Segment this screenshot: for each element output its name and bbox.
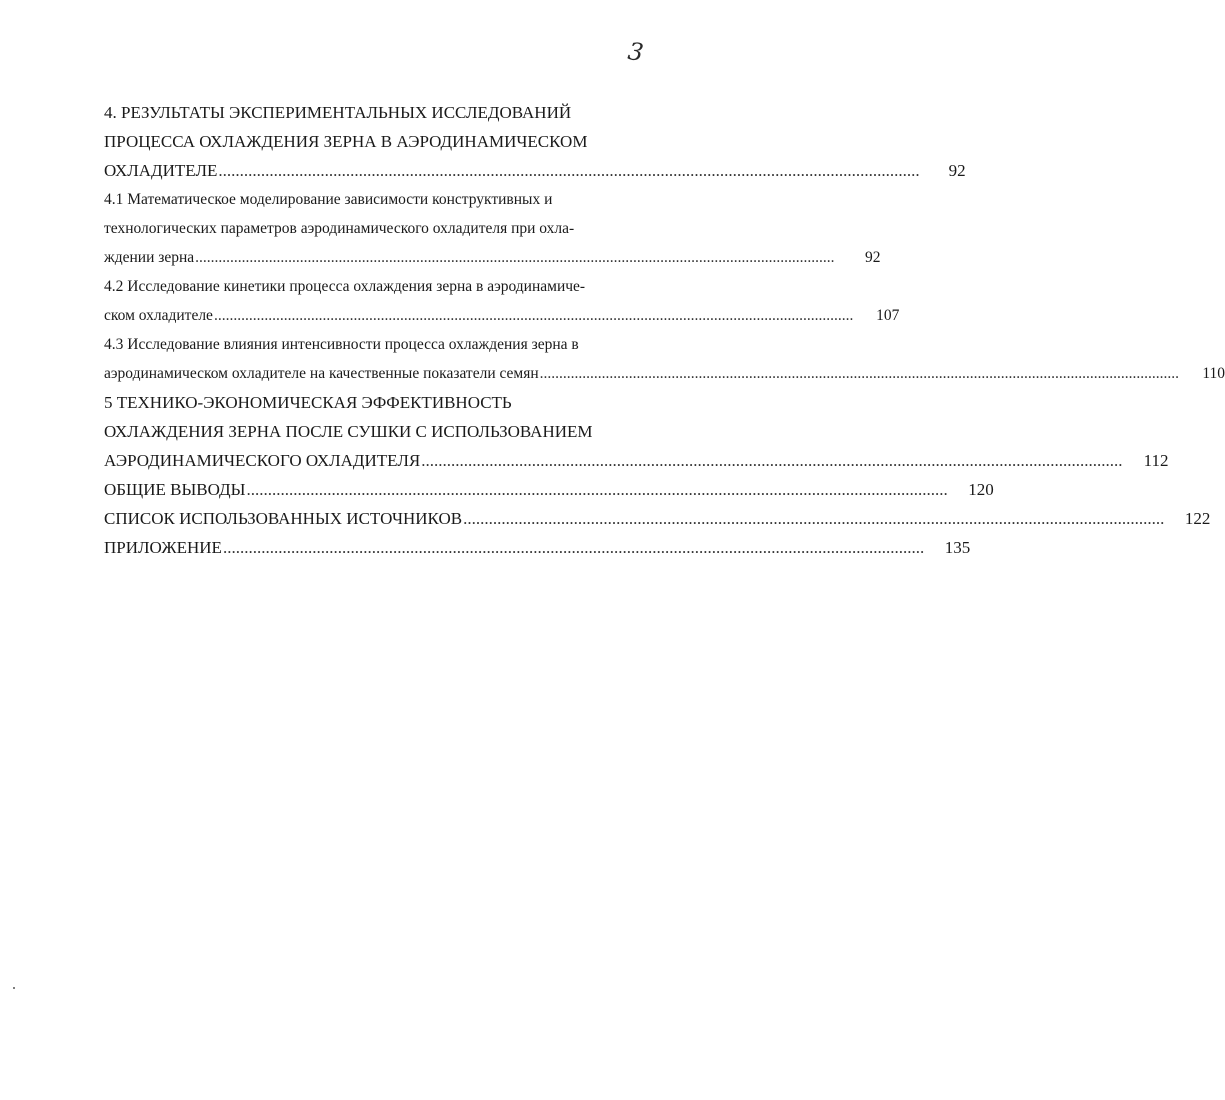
toc-conclusions: ОБЩИЕ ВЫВОДЫ ..................................................................................................................................................................... 120 [104,475,684,504]
toc-section-4-line-3: ОХЛАДИТЕЛЕ ..................................................................................................................................................................... 92 [104,156,684,185]
toc-appendix: ПРИЛОЖЕНИЕ ..................................................................................................................................................................... 135 [104,533,684,562]
dot-leader: ..................................................................................................................................................................... [218,161,920,180]
toc-4-3-page: 110 [1202,365,1225,382]
dot-leader: ..................................................................................................................................................................... [421,451,1123,470]
toc-4-2-line-2: ском охладителе ..................................................................................................................................................................... 107 [104,301,684,330]
toc-section-4-line-1: 4. РЕЗУЛЬТАТЫ ЭКСПЕРИМЕНТАЛЬНЫХ ИССЛЕДОВАНИЙ [104,103,572,122]
page-number: 3 [626,37,646,67]
scan-speck [13,987,15,989]
toc-conclusions-page: 120 [968,480,994,499]
toc-4-3-line-2: аэродинамическом охладителе на качественные показатели семян ..................................................................................................................................................................... 110 [104,359,684,388]
toc-section-5-line-1: 5 ТЕХНИКО-ЭКОНОМИЧЕСКАЯ ЭФФЕКТИВНОСТЬ [104,393,512,412]
dot-leader: ..................................................................................................................................................................... [222,538,925,557]
toc-4-1-line-2: технологических параметров аэродинамического охладителя при охла- [104,220,575,237]
toc-section-5-line-3: АЭРОДИНАМИЧЕСКОГО ОХЛАДИТЕЛЯ ..................................................................................................................................................................... 112 [104,446,684,475]
toc-references: СПИСОК ИСПОЛЬЗОВАННЫХ ИСТОЧНИКОВ ..................................................................................................................................................................... 122 [104,504,684,533]
dot-leader: ..................................................................................................................................................................... [213,307,854,324]
toc-4-1-line-3: ждении зерна ..................................................................................................................................................................... 92 [104,243,684,272]
dot-leader: ..................................................................................................................................................................... [246,480,948,499]
toc-4-2-page: 107 [876,307,900,324]
toc-4-1-page: 92 [865,249,881,266]
dot-leader: ..................................................................................................................................................................... [463,509,1165,528]
dot-leader: ..................................................................................................................................................................... [195,249,835,266]
toc-4-1-line-1: 4.1 Математическое моделирование зависимости конструктивных и [104,191,553,208]
toc-section-4-page: 92 [948,161,966,180]
toc-section-5-page: 112 [1143,451,1169,470]
toc-4-3-line-1: 4.3 Исследование влияния интенсивности процесса охлаждения зерна в [104,336,579,353]
toc-section-5-line-2: ОХЛАЖДЕНИЯ ЗЕРНА ПОСЛЕ СУШКИ С ИСПОЛЬЗОВАНИЕМ [104,422,593,441]
table-of-contents [104,98,1225,562]
toc-references-page: 122 [1184,509,1211,528]
toc-section-4-line-2: ПРОЦЕССА ОХЛАЖДЕНИЯ ЗЕРНА В АЭРОДИНАМИЧЕСКОМ [104,132,588,151]
toc-4-2-line-1: 4.2 Исследование кинетики процесса охлаждения зерна в аэродинамиче- [104,278,586,295]
toc-appendix-page: 135 [944,538,971,557]
dot-leader: ..................................................................................................................................................................... [539,365,1180,382]
